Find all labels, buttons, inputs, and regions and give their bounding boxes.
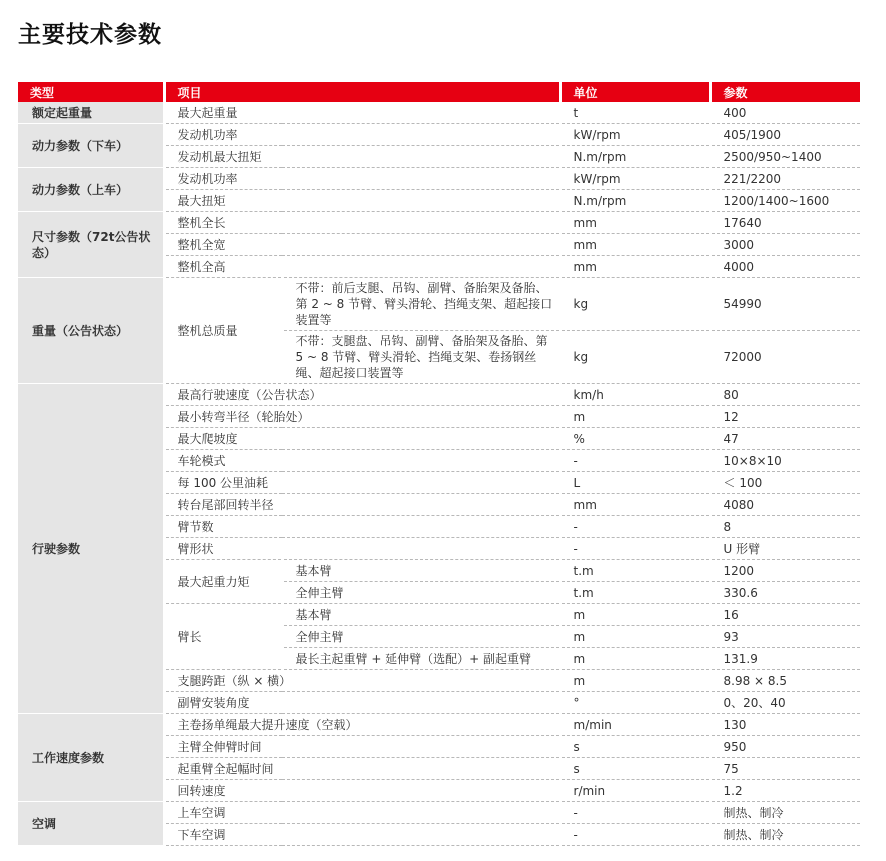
- value-cell: 1200: [710, 560, 860, 582]
- type-cell: 重量（公告状态）: [18, 278, 164, 384]
- unit-cell: -: [560, 450, 710, 472]
- note-cell: 不带：支腿盘、吊钩、副臂、备胎架及备胎、第 5 ~ 8 节臂、臂头滑轮、挡绳支架、卷扬钢丝绳、超起接口装置等: [282, 331, 560, 384]
- value-cell: 1200/1400~1600: [710, 190, 860, 212]
- unit-cell: mm: [560, 234, 710, 256]
- unit-cell: km/h: [560, 384, 710, 406]
- unit-cell: -: [560, 802, 710, 824]
- item-cell: 主卷扬单绳最大提升速度（空载）: [164, 714, 560, 736]
- value-cell: 制热、制冷: [710, 802, 860, 824]
- value-cell: 3000: [710, 234, 860, 256]
- unit-cell: m: [560, 670, 710, 692]
- item-cell: 上车空调: [164, 802, 560, 824]
- unit-cell: s: [560, 736, 710, 758]
- unit-cell: m: [560, 604, 710, 626]
- type-cell: 空调: [18, 802, 164, 846]
- item-cell: 整机全高: [164, 256, 560, 278]
- value-cell: 8: [710, 516, 860, 538]
- type-cell: 动力参数（下车）: [18, 124, 164, 168]
- value-cell: 2500/950~1400: [710, 146, 860, 168]
- item-cell: 整机全长: [164, 212, 560, 234]
- value-cell: 400: [710, 102, 860, 124]
- item-cell: 转台尾部回转半径: [164, 494, 560, 516]
- note-cell: 不带：前后支腿、吊钩、副臂、备胎架及备胎、第 2 ~ 8 节臂、臂头滑轮、挡绳支架、超起接口装置等: [282, 278, 560, 331]
- table-row: [18, 714, 860, 736]
- value-cell: 221/2200: [710, 168, 860, 190]
- sub-item-cell: 全伸主臂: [282, 626, 560, 648]
- unit-cell: mm: [560, 212, 710, 234]
- header-param: 参数: [710, 82, 860, 102]
- item-cell: 起重臂全起幅时间: [164, 758, 560, 780]
- item-cell: 整机总质量: [164, 278, 282, 384]
- value-cell: 12: [710, 406, 860, 428]
- unit-cell: m: [560, 626, 710, 648]
- type-cell: 额定起重量: [18, 102, 164, 124]
- item-cell: 发动机最大扭矩: [164, 146, 560, 168]
- unit-cell: N.m/rpm: [560, 190, 710, 212]
- item-cell: 最大爬坡度: [164, 428, 560, 450]
- value-cell: 10×8×10: [710, 450, 860, 472]
- unit-cell: t: [560, 102, 710, 124]
- type-cell: 工作速度参数: [18, 714, 164, 802]
- unit-cell: t.m: [560, 560, 710, 582]
- unit-cell: -: [560, 516, 710, 538]
- unit-cell: t.m: [560, 582, 710, 604]
- table-row: [18, 124, 860, 146]
- type-cell: 动力参数（上车）: [18, 168, 164, 212]
- header-item: 项目: [164, 82, 560, 102]
- item-cell: 最小转弯半径（轮胎处）: [164, 406, 560, 428]
- unit-cell: -: [560, 824, 710, 846]
- item-cell: 最大起重力矩: [164, 560, 282, 604]
- item-cell: 臂长: [164, 604, 282, 670]
- unit-cell: kg: [560, 331, 710, 384]
- value-cell: 1.2: [710, 780, 860, 802]
- item-cell: 臂节数: [164, 516, 560, 538]
- unit-cell: N.m/rpm: [560, 146, 710, 168]
- unit-cell: r/min: [560, 780, 710, 802]
- value-cell: 4080: [710, 494, 860, 516]
- unit-cell: °: [560, 692, 710, 714]
- unit-cell: mm: [560, 256, 710, 278]
- table-row: [18, 168, 860, 190]
- value-cell: 405/1900: [710, 124, 860, 146]
- header-unit: 单位: [560, 82, 710, 102]
- item-cell: 臂形状: [164, 538, 560, 560]
- unit-cell: kW/rpm: [560, 168, 710, 190]
- value-cell: 950: [710, 736, 860, 758]
- unit-cell: -: [560, 538, 710, 560]
- spec-table: [18, 82, 860, 846]
- unit-cell: m: [560, 648, 710, 670]
- item-cell: 最高行驶速度（公告状态）: [164, 384, 560, 406]
- unit-cell: kg: [560, 278, 710, 331]
- header-type: 类型: [18, 82, 164, 102]
- item-cell: 车轮模式: [164, 450, 560, 472]
- sub-item-cell: 基本臂: [282, 604, 560, 626]
- item-cell: 发动机功率: [164, 124, 560, 146]
- item-cell: 下车空调: [164, 824, 560, 846]
- table-row: [18, 102, 860, 124]
- value-cell: 130: [710, 714, 860, 736]
- value-cell: 16: [710, 604, 860, 626]
- unit-cell: s: [560, 758, 710, 780]
- value-cell: 17640: [710, 212, 860, 234]
- item-cell: 副臂安装角度: [164, 692, 560, 714]
- item-cell: 整机全宽: [164, 234, 560, 256]
- item-cell: 主臂全伸臂时间: [164, 736, 560, 758]
- unit-cell: m: [560, 406, 710, 428]
- unit-cell: m/min: [560, 714, 710, 736]
- value-cell: 72000: [710, 331, 860, 384]
- sub-item-cell: 最长主起重臂 + 延伸臂（选配）+ 副起重臂: [282, 648, 560, 670]
- value-cell: 4000: [710, 256, 860, 278]
- item-cell: 发动机功率: [164, 168, 560, 190]
- value-cell: 93: [710, 626, 860, 648]
- value-cell: 131.9: [710, 648, 860, 670]
- value-cell: 80: [710, 384, 860, 406]
- table-row: [18, 802, 860, 824]
- value-cell: 330.6: [710, 582, 860, 604]
- item-cell: 每 100 公里油耗: [164, 472, 560, 494]
- value-cell: U 形臂: [710, 538, 860, 560]
- item-cell: 回转速度: [164, 780, 560, 802]
- value-cell: ＜ 100: [710, 472, 860, 494]
- page-title: 主要技术参数: [18, 22, 162, 48]
- table-row: [18, 278, 860, 331]
- sub-item-cell: 基本臂: [282, 560, 560, 582]
- item-cell: 支腿跨距（纵 × 横）: [164, 670, 560, 692]
- value-cell: 0、20、40: [710, 692, 860, 714]
- unit-cell: mm: [560, 494, 710, 516]
- value-cell: 8.98 × 8.5: [710, 670, 860, 692]
- unit-cell: kW/rpm: [560, 124, 710, 146]
- value-cell: 54990: [710, 278, 860, 331]
- item-cell: 最大扭矩: [164, 190, 560, 212]
- table-row: [18, 384, 860, 406]
- value-cell: 47: [710, 428, 860, 450]
- type-cell: 行驶参数: [18, 384, 164, 714]
- sub-item-cell: 全伸主臂: [282, 582, 560, 604]
- table-header-row: [18, 82, 860, 102]
- value-cell: 75: [710, 758, 860, 780]
- unit-cell: %: [560, 428, 710, 450]
- item-cell: 最大起重量: [164, 102, 560, 124]
- type-cell: 尺寸参数（72t公告状态）: [18, 212, 164, 278]
- table-row: [18, 212, 860, 234]
- unit-cell: L: [560, 472, 710, 494]
- value-cell: 制热、制冷: [710, 824, 860, 846]
